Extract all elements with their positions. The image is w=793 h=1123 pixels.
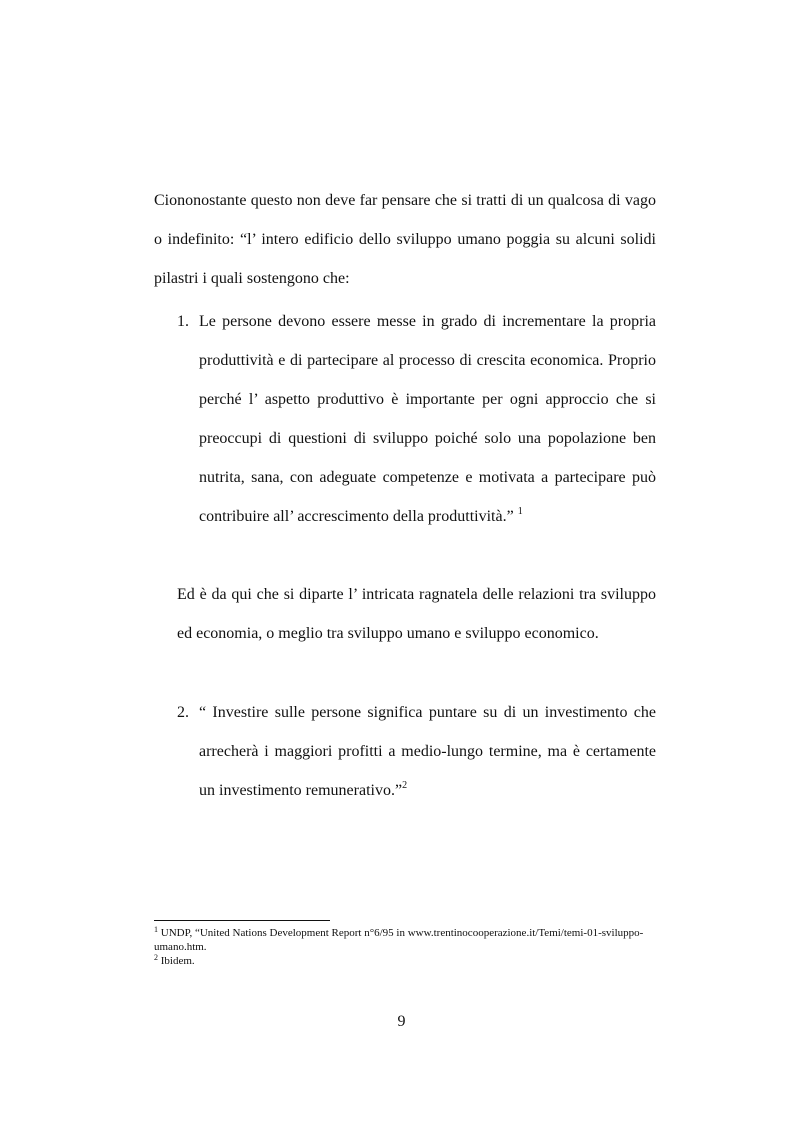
footnote-1 [154,926,658,954]
page-number: 9 [397,1013,406,1030]
footnote-ref-1[interactable]: 1 [517,506,523,517]
intro-text: Ciononostante questo non deve far pensare che si tratti di un qualcosa di vago o indefinito: “l’ intero edificio dello sviluppo umano poggia su alcuni solidi pilastri i quali sostengono che: [154,192,656,287]
middle-paragraph-text: Ed è da qui che si diparte l’ intricata ragnatela delle relazioni tra sviluppo ed economia, o meglio tra sviluppo umano e sviluppo economico. [177,586,656,642]
list-item-2-number: 2. [177,704,189,721]
footnote-2-mark: 2 [154,953,158,962]
list-item-1-body [177,302,656,536]
footnote-ref-2[interactable]: 2 [402,780,408,791]
footnotes [154,926,658,968]
footnote-2 [154,954,658,968]
list-item-1 [177,302,656,536]
list-item-1-number: 1. [177,313,189,330]
footnote-2-text: Ibidem. [160,955,195,967]
list-item-2-text: “ Investire sulle persone significa puntare su di un investimento che arrecherà i maggiori profitti a medio-lungo termine, ma è certamente un investimento remunerativo.” [199,704,656,799]
list-item-2-body [177,693,656,810]
footnote-1-text: UNDP, “United Nations Development Report n°6/95 in www.trentinocooperazione.it/Temi/temi-01-sviluppo-umano.htm. [154,927,644,953]
intro-paragraph [154,181,656,298]
list-item-2 [177,693,656,810]
list-item-1-text: Le persone devono essere messe in grado di incrementare la propria produttività e di partecipare al processo di crescita economica. Proprio perché l’ aspetto produttivo è importante per ogni approccio che si preoccupi di questioni di sviluppo poiché solo una popolazione ben nutrita, sana, con adeguate competenze e motivata a partecipare può contribuire all’ accrescimento della produttività.” [199,313,656,525]
footnote-separator [154,920,330,921]
middle-paragraph [177,575,656,653]
footnote-1-mark: 1 [154,925,158,934]
